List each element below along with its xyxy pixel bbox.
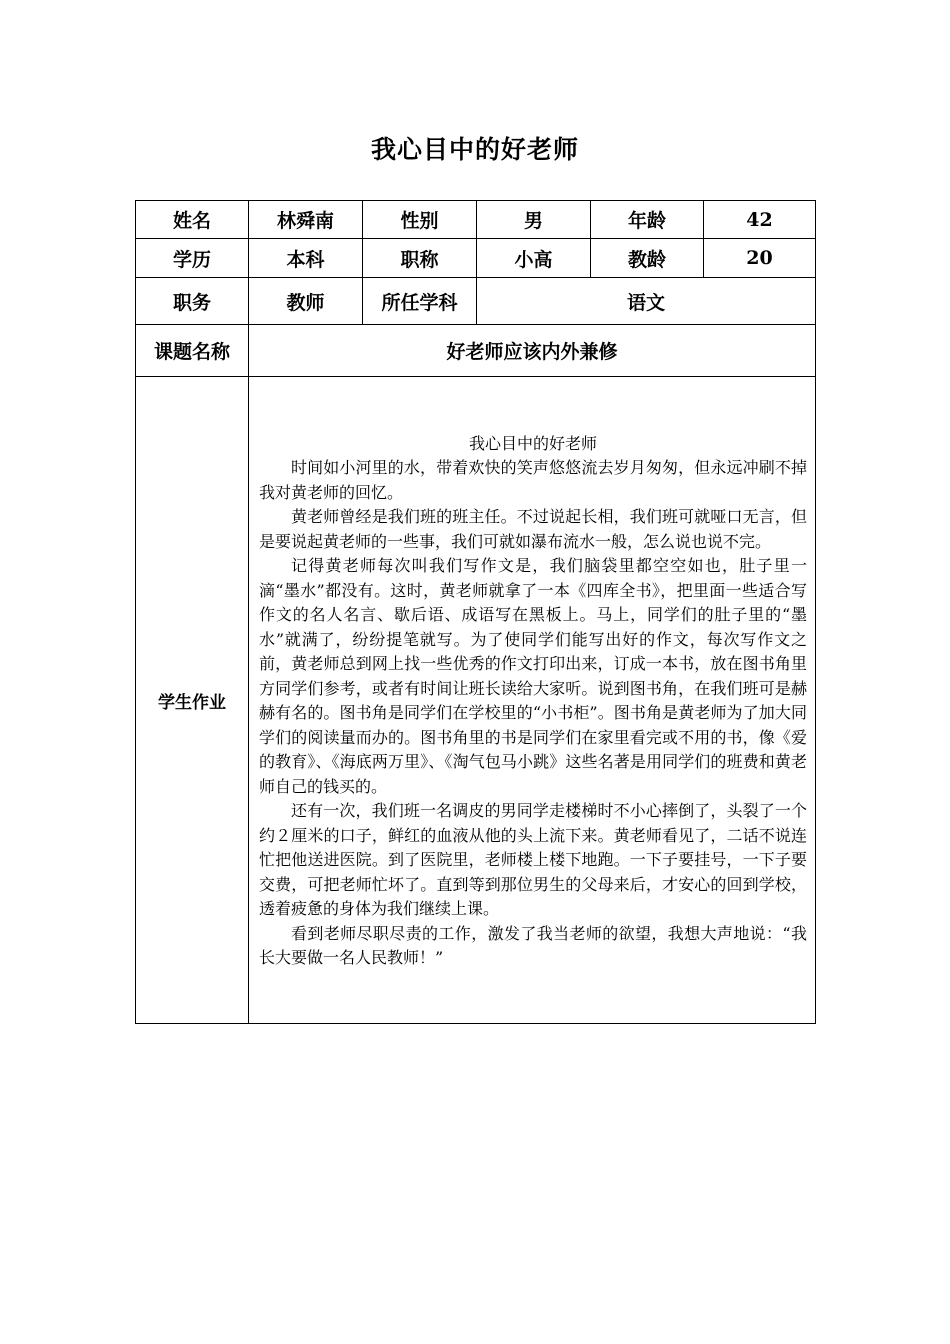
table-row bbox=[136, 239, 816, 278]
topic-label: 课题名称 bbox=[136, 325, 249, 377]
teaching-years-value: 20 bbox=[704, 239, 816, 278]
position-value: 教师 bbox=[249, 278, 363, 325]
education-value: 本科 bbox=[249, 239, 363, 278]
topic-value: 好老师应该内外兼修 bbox=[249, 325, 816, 377]
essay-body bbox=[249, 430, 815, 971]
essay-paragraph: 记得黄老师每次叫我们写作文是，我们脑袋里都空空如也，肚子里一滴“墨水”都没有。这时，黄老师就拿了一本《四库全书》，把里面一些适合写作文的名人名言、歇后语、成语写在黑板上。马上，同学们的肚子里的“墨水”就满了，纷纷提笔就写。为了使同学们能写出好的作文，每次写作文之前，黄老师总到网上找一些优秀的作文打印出来，订成一本书，放在图书角里方同学们参考，或者有时间让班长读给大家听。说到图书角，在我们班可是赫赫有名的。图书角是同学们在学校里的“小书柜”。图书角是黄老师为了加大同学们的阅读量而办的。图书角里的书是同学们在家里看完或不用的书，像《爱的教育》、《海底两万里》、《淘气包马小跳》这些名著是用同学们的班费和黄老师自己的钱买的。 bbox=[259, 556, 807, 796]
position-label: 职务 bbox=[136, 278, 249, 325]
name-value: 林舜南 bbox=[249, 201, 363, 239]
education-label: 学历 bbox=[136, 239, 249, 278]
homework-label: 学生作业 bbox=[136, 377, 249, 1024]
essay-paragraph: 还有一次，我们班一名调皮的男同学走楼梯时不小心摔倒了，头裂了一个约２厘米的口子，鲜红的血液从他的头上流下来。黄老师看见了，二话不说连忙把他送进医院。到了医院里，老师楼上楼下地跑。一下子要挂号，一下子要交费，可把老师忙坏了。直到等到那位男生的父母来后，才安心的回到学校，透着疲惫的身体为我们继续上课。 bbox=[259, 801, 807, 918]
essay-paragraph: 看到老师尽职尽责的工作，激发了我当老师的欲望，我想大声地说：“我长大要做一名人民教师！” bbox=[259, 923, 807, 967]
essay-paragraph: 时间如小河里的水，带着欢快的笑声悠悠流去岁月匆匆，但永远冲刷不掉我对黄老师的回忆。 bbox=[259, 458, 807, 502]
rank-label: 职称 bbox=[363, 239, 477, 278]
table-row bbox=[136, 278, 816, 325]
rank-value: 小高 bbox=[477, 239, 591, 278]
essay-paragraph: 黄老师曾经是我们班的班主任。不过说起长相，我们班可就哑口无言，但是要说起黄老师的一些事，我们可就如瀑布流水一般，怎么说也说不完。 bbox=[259, 507, 807, 551]
document-title: 我心目中的好老师 bbox=[370, 135, 579, 164]
subject-label: 所任学科 bbox=[363, 278, 477, 325]
essay-cell bbox=[249, 377, 816, 1024]
teacher-info-table bbox=[135, 200, 816, 1024]
gender-label: 性别 bbox=[363, 201, 477, 239]
teaching-years-label: 教龄 bbox=[591, 239, 704, 278]
essay-title: 我心目中的好老师 bbox=[468, 433, 597, 453]
subject-value: 语文 bbox=[477, 278, 816, 325]
table-row bbox=[136, 377, 816, 1024]
table-row bbox=[136, 201, 816, 239]
name-label: 姓名 bbox=[136, 201, 249, 239]
age-value: 42 bbox=[704, 201, 816, 239]
gender-value: 男 bbox=[477, 201, 591, 239]
table-row bbox=[136, 325, 816, 377]
age-label: 年龄 bbox=[591, 201, 704, 239]
